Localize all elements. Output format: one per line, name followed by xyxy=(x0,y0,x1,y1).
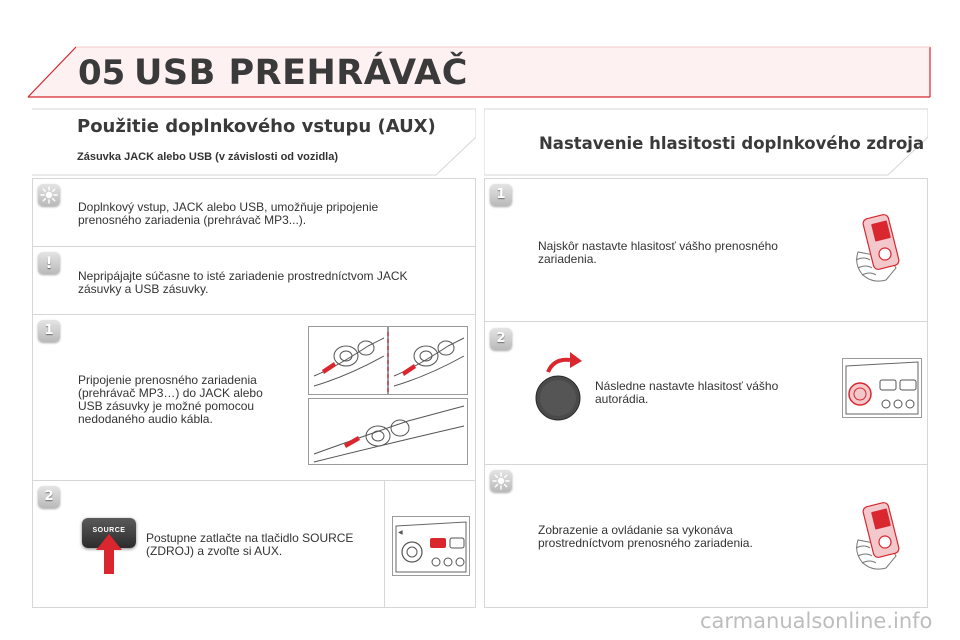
press-arrow-icon xyxy=(96,534,122,574)
left-image-divider xyxy=(384,481,385,607)
right-info-text: Zobrazenie a ovládanie sa vykonáva prostredníctvom prenosného zariadenia. xyxy=(538,523,753,550)
car-radio-volume-illustration xyxy=(842,358,922,418)
watermark: carmanualsonline.info xyxy=(700,609,933,633)
right-step1-badge: 1 xyxy=(490,184,512,206)
left-step1-text: Pripojenie prenosného zariadenia (prehrávač MP3…) do JACK alebo USB zásuvky je možné pomocou nedodaného audio kábla. xyxy=(78,373,263,426)
left-section-title: Použitie doplnkového vstupu (AUX) xyxy=(77,116,436,137)
chapter-number: 05 xyxy=(78,53,126,93)
warning-icon: ! xyxy=(38,252,60,274)
left-info-text: Doplnkový vstup, JACK alebo USB, umožňuje pripojenie prenosného zariadenia (prehrávač MP3...). xyxy=(78,200,379,227)
right-title-block xyxy=(484,107,928,177)
left-step1-badge: 1 xyxy=(38,320,60,342)
right-info-icon xyxy=(490,470,512,492)
source-button-label: SOURCE xyxy=(92,527,126,534)
volume-knob-icon[interactable] xyxy=(534,352,586,424)
left-sep-2 xyxy=(33,314,475,315)
left-warning-text: Nepripájajte súčasne to isté zariadenie prostredníctvom JACK zásuvky a USB zásuvky. xyxy=(78,269,408,296)
right-step2-badge: 2 xyxy=(490,328,512,350)
portable-player-hand-icon-2 xyxy=(852,500,908,574)
right-step1-text: Najskôr nastavte hlasitosť vášho prenosného zariadenia. xyxy=(538,239,778,266)
svg-text:◀: ◀ xyxy=(398,529,403,536)
right-section-title: Nastavenie hlasitosti doplnkového zdroja xyxy=(539,134,925,153)
left-step2-text: Postupne zatlačte na tlačidlo SOURCE (ZDROJ) a zvoľte si AUX. xyxy=(146,531,354,558)
car-radio-source-illustration xyxy=(392,516,470,576)
portable-player-hand-icon xyxy=(852,212,908,286)
right-step2-text: Následne nastavte hlasitosť vášho autorádia. xyxy=(595,379,779,406)
left-sep-1 xyxy=(33,246,475,247)
page-header xyxy=(0,0,960,110)
left-section-subtitle: Zásuvka JACK alebo USB (v závislosti od vozidla) xyxy=(77,151,339,163)
right-sep-1 xyxy=(485,321,927,322)
left-title-block xyxy=(32,107,476,177)
left-sep-3 xyxy=(33,480,475,481)
right-sep-2 xyxy=(485,464,927,465)
page-title: USB PREHRÁVAČ xyxy=(134,53,468,93)
info-icon xyxy=(38,184,60,206)
left-step2-badge: 2 xyxy=(38,486,60,508)
jack-usb-socket-illustration xyxy=(308,326,468,466)
